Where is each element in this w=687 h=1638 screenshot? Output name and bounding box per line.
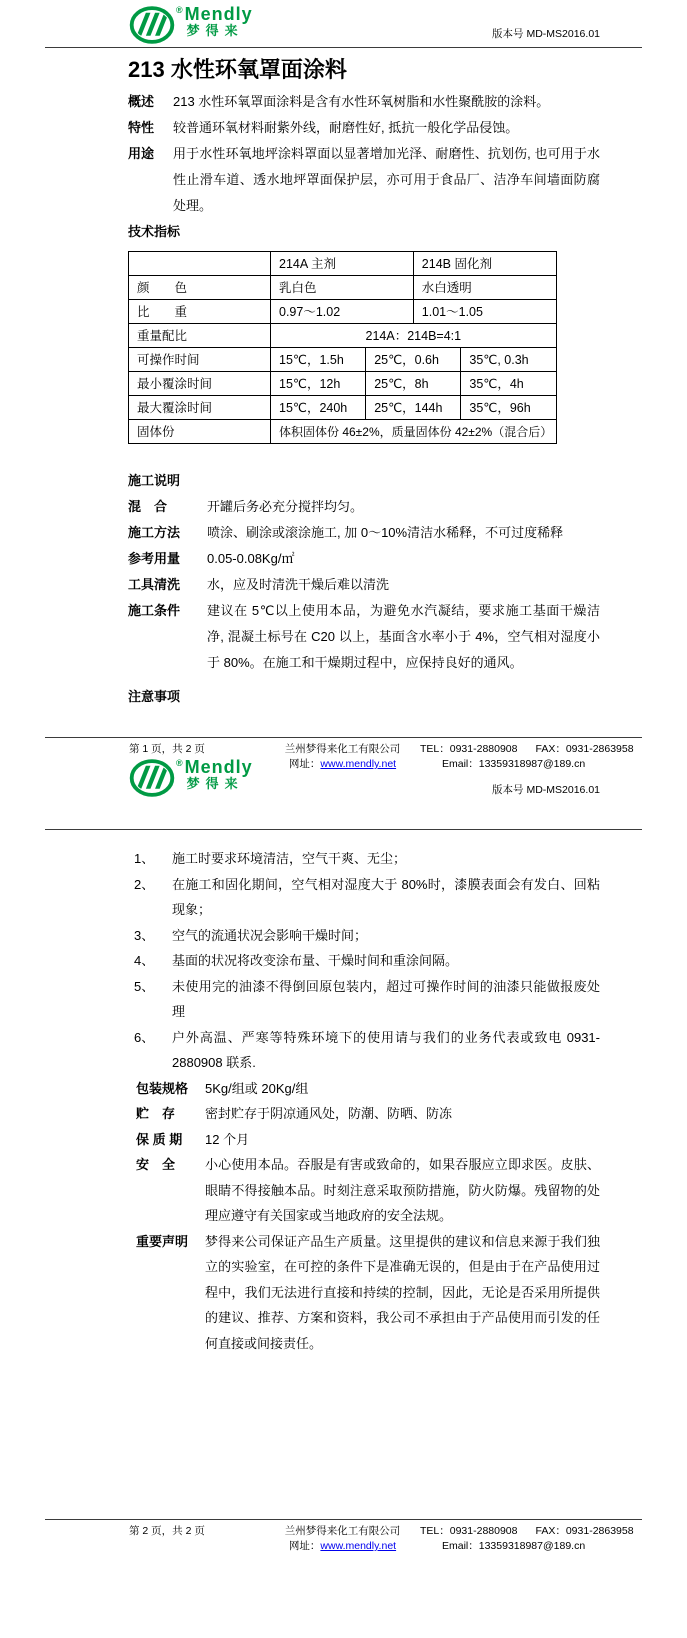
shelf-life-label: 保 质 期 xyxy=(136,1131,183,1147)
tel-fax-line xyxy=(420,1524,642,1539)
usage-label: 用途 xyxy=(128,146,155,161)
table-row xyxy=(129,300,557,324)
registered-trademark-icon: ® xyxy=(176,5,183,15)
row-label-gravity: 比 重 xyxy=(129,300,271,324)
tech-spec-table xyxy=(128,251,557,444)
website-line xyxy=(265,1539,420,1554)
overview-section xyxy=(128,89,600,115)
conditions-label: 施工条件 xyxy=(128,603,181,618)
note-text: 施工时要求环境清洁，空气干爽、无尘； xyxy=(172,851,407,866)
mendly-logo-icon xyxy=(129,5,175,45)
pot-life-15c: 15℃，1.5h xyxy=(271,348,366,372)
color-b: 水白透明 xyxy=(413,276,556,300)
brand-name-cn: 梦得来 xyxy=(186,776,244,791)
max-recoat-15c: 15℃，240h xyxy=(271,396,366,420)
gravity-b: 1.01～1.05 xyxy=(413,300,556,324)
company-name: 兰州梦得来化工有限公司 xyxy=(284,743,401,755)
page1-header xyxy=(0,0,687,47)
mendly-logo-icon xyxy=(129,758,175,798)
table-row xyxy=(129,276,557,300)
disclaimer-section xyxy=(128,1229,600,1357)
col-header-214b: 214B 固化剂 xyxy=(413,252,556,276)
row-label-color: 颜 色 xyxy=(129,276,271,300)
max-recoat-25c: 25℃，144h xyxy=(366,396,461,420)
website-link[interactable]: www.mendly.net xyxy=(320,758,397,770)
note-item-6 xyxy=(128,1025,600,1076)
packaging-text: 5Kg/组或 20Kg/组 xyxy=(205,1080,309,1096)
note-number: 5、 xyxy=(134,978,155,994)
storage-section xyxy=(128,1101,600,1127)
version-label: 版本号 MD-MS2016.01 xyxy=(492,784,600,796)
min-recoat-35c: 35℃，4h xyxy=(461,372,556,396)
table-row xyxy=(129,372,557,396)
feature-section xyxy=(128,115,600,141)
footer-contact-block xyxy=(420,1524,642,1554)
brand-logo xyxy=(129,5,253,45)
coverage-text: 0.05-0.08Kg/㎡ xyxy=(207,551,295,566)
header-rule xyxy=(45,47,642,48)
note-text: 未使用完的油漆不得倒回原包装内，超过可操作时间的油漆只能做报废处理 xyxy=(172,978,600,1019)
feature-label: 特性 xyxy=(128,120,155,135)
page2 xyxy=(0,752,687,1356)
table-row xyxy=(129,396,557,420)
note-item-1 xyxy=(128,846,600,872)
table-row xyxy=(129,252,557,276)
cleaning-text: 水，应及时清洗干燥后难以清洗 xyxy=(207,577,390,592)
website-label: 网址： xyxy=(288,758,321,770)
feature-text: 较普通环氧材料耐紫外线，耐磨性好, 抵抗一般化学品侵蚀。 xyxy=(173,120,519,135)
table-row xyxy=(129,348,557,372)
footer-row xyxy=(0,1520,687,1554)
mixing-label: 混 合 xyxy=(128,499,168,514)
notes-heading: 注意事项 xyxy=(128,689,181,704)
gravity-a: 0.97～1.02 xyxy=(271,300,414,324)
pot-life-35c: 35℃, 0.3h xyxy=(461,348,556,372)
page2-footer xyxy=(0,1519,687,1554)
row-label-solids: 固体份 xyxy=(129,420,271,444)
page2-header xyxy=(0,752,687,829)
min-recoat-15c: 15℃，12h xyxy=(271,372,366,396)
website-link[interactable]: www.mendly.net xyxy=(320,1540,397,1552)
construction-item-method xyxy=(128,520,600,546)
note-number: 6、 xyxy=(134,1029,155,1045)
usage-text: 用于水性环氧地坪涂料罩面以显著增加光泽、耐磨性、抗划伤, 也可用于水性止滑车道、透水地坪罩面保护层，亦可用于食品厂、洁净车间墙面防腐处理。 xyxy=(173,146,600,213)
packaging-section xyxy=(128,1076,600,1102)
overview-text: 213 水性环氧罩面涂料是含有水性环氧树脂和水性聚酰胺的涂料。 xyxy=(173,94,550,109)
note-text: 户外高温、严寒等特殊环境下的使用请与我们的业务代表或致电 0931-2880908 联系. xyxy=(172,1029,600,1070)
max-recoat-35c: 35℃，96h xyxy=(461,396,556,420)
color-a: 乳白色 xyxy=(271,276,414,300)
row-label-pot-life: 可操作时间 xyxy=(129,348,271,372)
brand-name-cn: 梦得来 xyxy=(186,23,244,38)
note-text: 在施工和固化期间，空气相对湿度大于 80%时，漆膜表面会有发白、回粘现象； xyxy=(172,876,600,917)
col-header-214a: 214A 主剂 xyxy=(271,252,414,276)
page2-body xyxy=(0,830,687,1356)
construction-item-cleaning xyxy=(128,572,600,598)
table-row xyxy=(129,420,557,444)
email-address: Email：13359318987@189.cn xyxy=(442,758,586,770)
construction-item-coverage xyxy=(128,546,600,572)
min-recoat-25c: 25℃，8h xyxy=(366,372,461,396)
tel-number: TEL：0931-2880908 xyxy=(420,743,518,755)
coverage-label: 参考用量 xyxy=(128,551,181,566)
table-row xyxy=(129,324,557,348)
note-item-3 xyxy=(128,923,600,949)
construction-item-mixing xyxy=(128,494,600,520)
row-label-max-recoat: 最大覆涂时间 xyxy=(129,396,271,420)
note-number: 2、 xyxy=(134,876,155,892)
tel-number: TEL：0931-2880908 xyxy=(420,1525,518,1537)
row-label-min-recoat: 最小覆涂时间 xyxy=(129,372,271,396)
footer-company-block xyxy=(265,1524,420,1554)
shelf-life-section xyxy=(128,1127,600,1153)
note-text: 空气的流通状况会影响干燥时间； xyxy=(172,927,368,943)
note-number: 3、 xyxy=(134,927,155,943)
page-title: 213 水性环氧罩面涂料 xyxy=(128,57,347,82)
ratio-value: 214A：214B=4:1 xyxy=(271,324,557,348)
note-item-5 xyxy=(128,974,600,1025)
pot-life-25c: 25℃，0.6h xyxy=(366,348,461,372)
shelf-life-text: 12 个月 xyxy=(205,1131,250,1147)
disclaimer-text: 梦得来公司保证产品生产质量。这里提供的建议和信息来源于我们独立的实验室，在可控的条件下是准确无误的，但是由于在产品使用过程中，我们无法进行直接和持续的控制，因此，无论是否采用所提供的建议、推荐、方案和资料，我公司不承担由于产品使用而引发的任何直接或间接责任。 xyxy=(205,1233,600,1351)
conditions-text: 建议在 5℃以上使用本品，为避免水汽凝结，要求施工基面干燥洁净, 混凝土标号在 C20 以上，基面含水率小于 4%，空气相对湿度小于 80%。在施工和干燥期过程中，应保持良好的通风。 xyxy=(207,603,600,670)
fax-number: FAX：0931-2863958 xyxy=(535,743,634,755)
usage-section xyxy=(128,141,600,219)
website-label: 网址： xyxy=(288,1540,321,1552)
table-corner-cell xyxy=(129,252,271,276)
tech-spec-heading: 技术指标 xyxy=(128,224,181,239)
brand-name: Mendly xyxy=(184,4,253,24)
version-label: 版本号 MD-MS2016.01 xyxy=(492,28,600,40)
disclaimer-label: 重要声明 xyxy=(136,1233,189,1249)
page1-body xyxy=(0,55,687,710)
overview-label: 概述 xyxy=(128,94,155,109)
row-label-ratio: 重量配比 xyxy=(129,324,271,348)
brand-name: Mendly xyxy=(184,757,253,777)
storage-label: 贮 存 xyxy=(136,1106,176,1121)
email-address: Email：13359318987@189.cn xyxy=(442,1540,586,1552)
safety-label: 安 全 xyxy=(136,1157,176,1172)
company-name: 兰州梦得来化工有限公司 xyxy=(284,1525,401,1537)
construction-heading: 施工说明 xyxy=(128,473,181,488)
registered-trademark-icon: ® xyxy=(176,758,183,768)
fax-number: FAX：0931-2863958 xyxy=(535,1525,634,1537)
page-number: 第 2 页，共 2 页 xyxy=(129,1525,205,1537)
brand-wordmark xyxy=(185,5,253,39)
brand-wordmark xyxy=(185,758,253,792)
safety-text: 小心使用本品。吞服是有害或致命的，如果吞服应立即求医。皮肤、眼睛不得接触本品。时刻注意采取预防措施，防火防爆。残留物的处理应遵守有关国家或当地政府的安全法规。 xyxy=(205,1157,600,1223)
note-text: 基面的状况将改变涂布量、干燥时间和重涂间隔。 xyxy=(172,953,459,968)
mixing-text: 开罐后务必充分搅拌均匀。 xyxy=(207,499,364,514)
storage-text: 密封贮存于阴凉通风处，防潮、防晒、防冻 xyxy=(205,1106,453,1121)
method-text: 喷涂、刷涂或滚涂施工, 加 0～10%清洁水稀释，不可过度稀释 xyxy=(207,525,564,540)
note-number: 1、 xyxy=(134,851,155,866)
note-item-2 xyxy=(128,872,600,923)
brand-logo xyxy=(129,758,253,798)
page-number: 第 1 页，共 2 页 xyxy=(129,743,205,755)
solids-value: 体积固体份 46±2%，质量固体份 42±2%（混合后） xyxy=(271,420,557,444)
safety-section xyxy=(128,1152,600,1229)
note-item-4 xyxy=(128,948,600,974)
packaging-label: 包装规格 xyxy=(136,1080,189,1096)
note-number: 4、 xyxy=(134,953,155,968)
construction-item-conditions xyxy=(128,598,600,676)
cleaning-label: 工具清洗 xyxy=(128,577,181,592)
method-label: 施工方法 xyxy=(128,525,181,540)
